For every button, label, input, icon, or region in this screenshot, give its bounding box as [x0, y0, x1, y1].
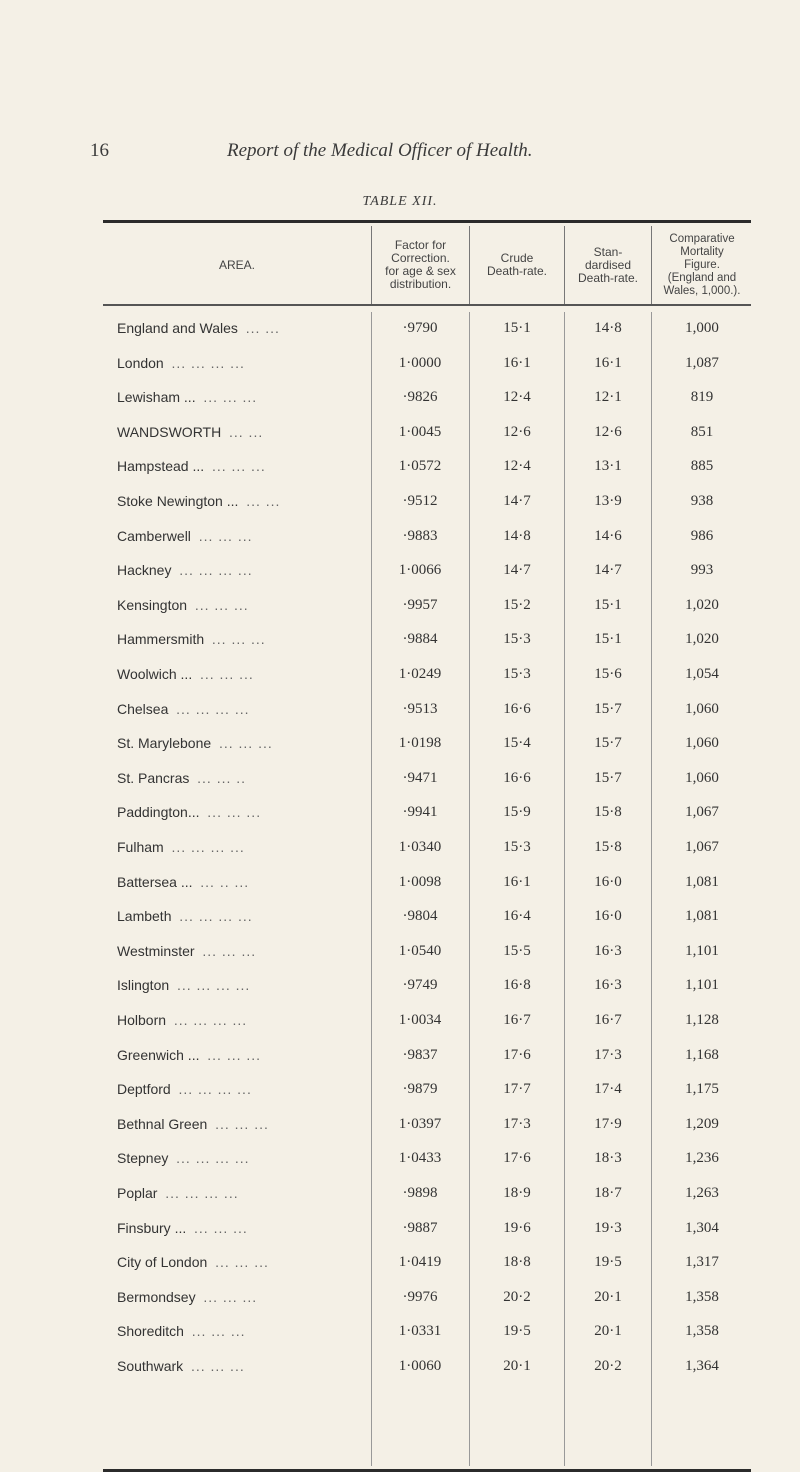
crude-rate-cell: 16·8 — [503, 977, 531, 994]
leader-dots: ... ... ... ... — [176, 1150, 250, 1167]
factor-cell: 1·0000 — [398, 354, 442, 371]
crude-rate-cell: 14·7 — [503, 493, 531, 509]
comparative-figure-cell: 1,087 — [685, 354, 719, 371]
factor-cell: ·9884 — [402, 631, 438, 648]
crude-rate-cell: 15·9 — [503, 804, 531, 821]
area-name: Shoreditch — [117, 1323, 184, 1340]
header-crude: Crude Death-rate. — [486, 251, 548, 278]
standardised-rate-cell: 12·6 — [594, 423, 622, 440]
area-cell — [117, 1254, 367, 1270]
factor-cell: ·9879 — [402, 1081, 438, 1098]
area-cell — [117, 1047, 367, 1063]
area-cell — [117, 1081, 367, 1097]
standardised-rate-cell: 15·1 — [594, 596, 622, 613]
area-cell — [117, 908, 367, 924]
crude-rate-cell: 17·3 — [503, 1115, 531, 1132]
table-row — [0, 900, 800, 934]
area-name: Fulham — [117, 839, 164, 855]
comparative-figure-cell: 851 — [690, 423, 714, 440]
area-cell — [117, 562, 367, 578]
leader-dots: ... .. ... — [200, 873, 250, 890]
area-name: Stoke Newington ... — [117, 493, 239, 509]
leader-dots: ... ... ... — [202, 942, 257, 959]
crude-rate-cell: 12·6 — [503, 423, 531, 440]
table-row — [0, 416, 800, 450]
comparative-figure-cell: 1,067 — [685, 839, 719, 855]
page-number: 16 — [90, 140, 109, 161]
standardised-rate-cell: 15·6 — [594, 666, 622, 682]
leader-dots: ... ... ... — [200, 666, 254, 682]
factor-cell: ·9749 — [402, 977, 438, 994]
table-row — [0, 1039, 800, 1073]
area-cell — [117, 770, 367, 786]
leader-dots: ... ... ... — [211, 631, 266, 648]
page-header — [90, 140, 710, 170]
leader-dots: ... ... ... ... — [179, 908, 253, 925]
table-row — [0, 1004, 800, 1038]
area-name: England and Wales — [117, 320, 238, 336]
table-row — [0, 831, 800, 865]
comparative-figure-cell: 1,168 — [685, 1046, 719, 1063]
factor-cell: 1·0198 — [398, 735, 442, 752]
standardised-rate-cell: 17·3 — [594, 1046, 622, 1063]
area-name: Woolwich ... — [117, 666, 193, 682]
comparative-figure-cell: 1,101 — [685, 977, 719, 994]
crude-rate-cell: 17·7 — [503, 1081, 531, 1098]
leader-dots: ... ... ... — [191, 1323, 246, 1340]
area-name: City of London — [117, 1254, 208, 1271]
table-row — [0, 381, 800, 415]
area-name: St. Marylebone — [117, 735, 212, 752]
crude-rate-cell: 19·6 — [503, 1219, 531, 1236]
standardised-rate-cell: 12·1 — [594, 389, 622, 406]
area-cell — [117, 666, 367, 682]
table-row — [0, 347, 800, 381]
table-row — [0, 1212, 800, 1246]
standardised-rate-cell: 20·1 — [594, 1288, 622, 1305]
area-cell — [117, 424, 367, 440]
comparative-figure-cell: 986 — [690, 527, 714, 544]
standardised-rate-cell: 19·3 — [594, 1219, 622, 1236]
header-rule — [103, 304, 751, 306]
leader-dots: ... ... ... — [198, 527, 253, 544]
factor-cell: 1·0066 — [398, 562, 442, 579]
factor-cell: 1·0540 — [398, 942, 442, 959]
area-name: Lambeth — [117, 908, 172, 925]
table-row — [0, 935, 800, 969]
leader-dots: ... ... — [229, 423, 264, 440]
crude-rate-cell: 16·6 — [503, 769, 531, 786]
area-cell — [117, 735, 367, 751]
table-row — [0, 693, 800, 727]
crude-rate-cell: 12·4 — [503, 458, 531, 475]
factor-cell: 1·0060 — [398, 1358, 442, 1374]
comparative-figure-cell: 1,067 — [685, 804, 719, 821]
leader-dots: ... ... ... ... — [176, 977, 251, 994]
standardised-rate-cell: 13·9 — [594, 493, 622, 509]
area-name: Camberwell — [117, 527, 191, 544]
comparative-figure-cell: 885 — [690, 458, 714, 475]
crude-rate-cell: 16·1 — [503, 354, 531, 371]
standardised-rate-cell: 15·7 — [594, 735, 622, 752]
header-factor: Factor for Correction. for age & sex distribution. — [385, 238, 456, 291]
area-name: Deptford — [117, 1081, 171, 1098]
area-name: Lewisham ... — [117, 389, 196, 406]
factor-cell: 1·0397 — [398, 1115, 442, 1132]
crude-rate-cell: 12·4 — [503, 389, 531, 406]
comparative-figure-cell: 1,081 — [685, 908, 719, 925]
standardised-rate-cell: 19·5 — [594, 1254, 622, 1271]
leader-dots: ... ... ... ... — [178, 1081, 252, 1098]
comparative-figure-cell: 1,364 — [685, 1358, 719, 1374]
leader-dots: ... ... ... ... — [176, 700, 250, 717]
table-row — [0, 796, 800, 830]
factor-cell: ·9837 — [402, 1046, 438, 1063]
crude-rate-cell: 15·3 — [503, 839, 531, 855]
standardised-rate-cell: 18·7 — [594, 1185, 622, 1201]
area-name: Poplar — [117, 1185, 158, 1201]
comparative-figure-cell: 1,054 — [685, 666, 719, 682]
standardised-rate-cell: 14·8 — [594, 320, 622, 336]
table-row — [0, 1177, 800, 1211]
area-cell — [117, 977, 367, 993]
area-name: Hammersmith — [117, 631, 205, 648]
crude-rate-cell: 15·2 — [503, 596, 531, 613]
table-row — [0, 312, 800, 346]
comparative-figure-cell: 1,209 — [685, 1115, 719, 1132]
crude-rate-cell: 20·2 — [503, 1288, 531, 1305]
crude-rate-cell: 15·4 — [503, 735, 531, 752]
factor-cell: ·9512 — [402, 493, 438, 509]
area-name: Finsbury ... — [117, 1219, 187, 1236]
leader-dots: ... ... ... — [194, 596, 249, 613]
factor-cell: 1·0098 — [398, 873, 442, 890]
factor-cell: ·9883 — [402, 527, 438, 544]
factor-cell: ·9887 — [402, 1219, 438, 1236]
comparative-figure-cell: 1,236 — [685, 1150, 719, 1167]
comparative-figure-cell: 1,175 — [685, 1081, 719, 1098]
standardised-rate-cell: 17·4 — [594, 1081, 622, 1098]
crude-rate-cell: 19·5 — [503, 1323, 531, 1340]
leader-dots: ... ... — [246, 493, 281, 509]
factor-cell: 1·0340 — [398, 839, 442, 855]
factor-cell: ·9804 — [402, 908, 438, 925]
standardised-rate-cell: 15·7 — [594, 700, 622, 717]
area-name: Hampstead ... — [117, 458, 205, 475]
crude-rate-cell: 17·6 — [503, 1150, 531, 1167]
table-row — [0, 623, 800, 657]
area-cell — [117, 493, 367, 509]
area-cell — [117, 320, 367, 336]
crude-rate-cell: 18·8 — [503, 1254, 531, 1271]
standardised-rate-cell: 16·0 — [594, 873, 622, 890]
area-name: Battersea ... — [117, 873, 193, 890]
leader-dots: ... ... ... ... — [171, 839, 245, 855]
table-row — [0, 727, 800, 761]
factor-cell: 1·0249 — [398, 666, 442, 682]
area-name: St. Pancras — [117, 769, 190, 786]
area-cell — [117, 1012, 367, 1028]
table-row — [0, 1142, 800, 1176]
area-cell — [117, 839, 367, 855]
standardised-rate-cell: 15·7 — [594, 769, 622, 786]
comparative-figure-cell: 1,263 — [685, 1185, 719, 1201]
area-name: Westminster — [117, 942, 195, 959]
crude-rate-cell: 16·6 — [503, 700, 531, 717]
crude-rate-cell: 16·7 — [503, 1012, 531, 1028]
comparative-figure-cell: 1,358 — [685, 1288, 719, 1305]
factor-cell: ·9898 — [402, 1185, 438, 1201]
table-row — [0, 866, 800, 900]
standardised-rate-cell: 17·9 — [594, 1115, 622, 1132]
crude-rate-cell: 15·3 — [503, 631, 531, 648]
factor-cell: 1·0572 — [398, 458, 442, 475]
header-standardised: Stan- dardised Death-rate. — [577, 244, 639, 285]
leader-dots: ... ... ... — [211, 458, 266, 475]
area-name: Stepney — [117, 1150, 169, 1167]
table-row — [0, 658, 800, 692]
leader-dots: ... ... ... ... — [165, 1185, 239, 1201]
leader-dots: ... ... ... — [207, 804, 262, 821]
comparative-figure-cell: 1,000 — [685, 320, 719, 336]
table-row — [0, 589, 800, 623]
leader-dots: ... ... ... — [194, 1219, 248, 1236]
area-cell — [117, 355, 367, 371]
table-row — [0, 1073, 800, 1107]
standardised-rate-cell: 16·3 — [594, 942, 622, 959]
leader-dots: ... ... ... — [215, 1115, 269, 1132]
area-name: London — [117, 354, 164, 371]
area-name: Chelsea — [117, 700, 169, 717]
area-name: Bethnal Green — [117, 1115, 208, 1132]
area-name: Hackney — [117, 562, 172, 579]
leader-dots: ... ... ... — [203, 389, 258, 406]
crude-rate-cell: 18·9 — [503, 1185, 531, 1201]
table-top-rule — [103, 220, 751, 223]
area-cell — [117, 597, 367, 613]
table-row — [0, 1108, 800, 1142]
standardised-rate-cell: 15·8 — [594, 804, 622, 821]
factor-cell: 1·0433 — [398, 1150, 442, 1167]
table-row — [0, 485, 800, 519]
table-row — [0, 1281, 800, 1315]
table-row — [0, 1315, 800, 1349]
crude-rate-cell: 15·3 — [503, 666, 531, 682]
comparative-figure-cell: 1,081 — [685, 873, 719, 890]
table-row — [0, 762, 800, 796]
comparative-figure-cell: 993 — [690, 562, 714, 579]
standardised-rate-cell: 16·7 — [594, 1012, 622, 1028]
area-name: Kensington — [117, 596, 188, 613]
factor-cell: ·9471 — [402, 769, 438, 786]
comparative-figure-cell: 1,060 — [685, 769, 719, 786]
factor-cell: ·9957 — [402, 596, 438, 613]
table-row — [0, 1246, 800, 1280]
leader-dots: ... ... ... — [190, 1358, 245, 1374]
standardised-rate-cell: 14·6 — [594, 527, 622, 544]
area-name: Paddington... — [117, 804, 200, 821]
table-row — [0, 520, 800, 554]
running-title: Report of the Medical Officer of Health. — [227, 140, 533, 161]
standardised-rate-cell: 20·1 — [594, 1323, 622, 1340]
area-cell — [117, 528, 367, 544]
crude-rate-cell: 15·5 — [503, 942, 531, 959]
crude-rate-cell: 15·1 — [503, 320, 531, 336]
standardised-rate-cell: 14·7 — [594, 562, 622, 579]
area-cell — [117, 1289, 367, 1305]
comparative-figure-cell: 1,060 — [685, 700, 719, 717]
factor-cell: ·9976 — [402, 1288, 438, 1305]
area-name: Bermondsey — [117, 1288, 196, 1305]
crude-rate-cell: 16·4 — [503, 908, 531, 925]
crude-rate-cell: 14·7 — [503, 562, 531, 579]
table-title: TABLE XII. — [362, 194, 438, 209]
standardised-rate-cell: 16·1 — [594, 354, 622, 371]
leader-dots: ... ... ... ... — [179, 562, 253, 579]
comparative-figure-cell: 1,020 — [685, 596, 719, 613]
area-cell — [117, 1323, 367, 1339]
factor-cell: ·9790 — [402, 320, 438, 336]
comparative-figure-cell: 1,101 — [685, 942, 719, 959]
comparative-figure-cell: 938 — [690, 493, 714, 509]
area-name: Holborn — [117, 1012, 167, 1028]
leader-dots: ... ... ... — [215, 1254, 269, 1271]
table-row — [0, 1350, 800, 1384]
comparative-figure-cell: 1,128 — [685, 1012, 719, 1028]
table-row — [0, 969, 800, 1003]
factor-cell: 1·0034 — [398, 1012, 442, 1028]
area-cell — [117, 804, 367, 820]
area-cell — [117, 943, 367, 959]
area-cell — [117, 458, 367, 474]
standardised-rate-cell: 15·8 — [594, 839, 622, 855]
header-area: AREA. — [218, 257, 255, 272]
area-cell — [117, 701, 367, 717]
crude-rate-cell: 16·1 — [503, 873, 531, 890]
standardised-rate-cell: 16·0 — [594, 908, 622, 925]
leader-dots: ... ... ... ... — [173, 1012, 248, 1028]
area-cell — [117, 1220, 367, 1236]
area-cell — [117, 1185, 367, 1201]
standardised-rate-cell: 18·3 — [594, 1150, 622, 1167]
factor-cell: ·9513 — [402, 700, 438, 717]
comparative-figure-cell: 1,304 — [685, 1219, 719, 1236]
crude-rate-cell: 20·1 — [503, 1358, 531, 1374]
comparative-figure-cell: 1,020 — [685, 631, 719, 648]
leader-dots: ... ... ... ... — [171, 354, 245, 371]
table-row — [0, 554, 800, 588]
standardised-rate-cell: 13·1 — [594, 458, 622, 475]
area-cell — [117, 631, 367, 647]
area-cell — [117, 1358, 367, 1374]
header-comparative: Comparative Mortality Figure. (England and Wales, 1,000.). — [663, 232, 741, 297]
factor-cell: 1·0331 — [398, 1323, 442, 1340]
area-cell — [117, 874, 367, 890]
area-cell — [117, 1116, 367, 1132]
area-name: WANDSWORTH — [117, 423, 222, 440]
leader-dots: ... ... ... — [218, 735, 273, 752]
crude-rate-cell: 14·8 — [503, 527, 531, 544]
comparative-figure-cell: 1,317 — [685, 1254, 719, 1271]
area-name: Southwark — [117, 1358, 184, 1374]
leader-dots: ... ... .. — [197, 769, 247, 786]
standardised-rate-cell: 20·2 — [594, 1358, 622, 1374]
factor-cell: 1·0045 — [398, 423, 442, 440]
comparative-figure-cell: 819 — [690, 389, 714, 406]
comparative-figure-cell: 1,358 — [685, 1323, 719, 1340]
area-cell — [117, 1150, 367, 1166]
factor-cell: ·9941 — [402, 804, 438, 821]
leader-dots: ... ... — [245, 320, 280, 336]
area-name: Islington — [117, 977, 170, 994]
area-cell — [117, 389, 367, 405]
leader-dots: ... ... ... — [203, 1288, 258, 1305]
table-row — [0, 450, 800, 484]
factor-cell: 1·0419 — [398, 1254, 442, 1271]
area-name: Greenwich ... — [117, 1046, 200, 1063]
comparative-figure-cell: 1,060 — [685, 735, 719, 752]
standardised-rate-cell: 15·1 — [594, 631, 622, 648]
factor-cell: ·9826 — [402, 389, 438, 406]
leader-dots: ... ... ... — [207, 1046, 262, 1063]
crude-rate-cell: 17·6 — [503, 1046, 531, 1063]
standardised-rate-cell: 16·3 — [594, 977, 622, 994]
